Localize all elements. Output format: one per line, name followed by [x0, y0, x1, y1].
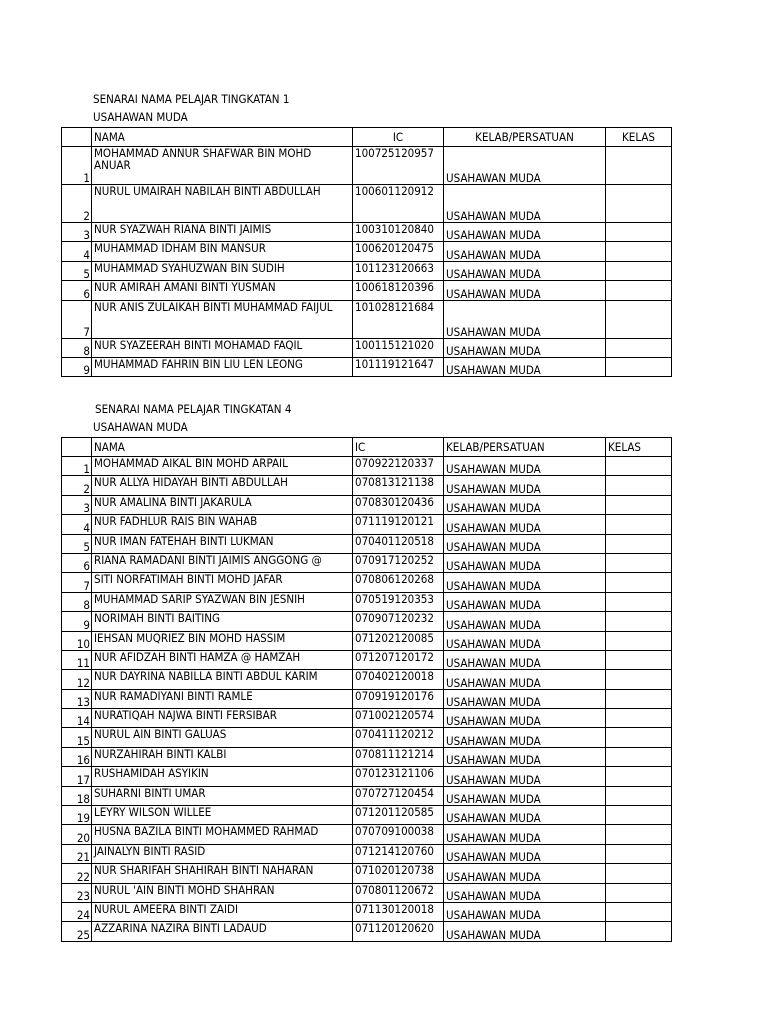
table-row [62, 573, 672, 592]
student-kelas [606, 709, 672, 728]
student-name: AZZARINA NAZIRA BINTI LADAUD [92, 922, 353, 941]
student-ic: 070727120454 [353, 786, 444, 805]
student-ic: 070907120232 [353, 612, 444, 631]
student-club: USAHAWAN MUDA [444, 631, 606, 650]
student-club: USAHAWAN MUDA [444, 747, 606, 766]
table-row [62, 357, 672, 376]
student-ic: 070917120252 [353, 553, 444, 572]
student-club: USAHAWAN MUDA [444, 650, 606, 669]
student-name: MUHAMMAD IDHAM BIN MANSUR [92, 242, 353, 261]
student-ic: 100725120957 [353, 147, 444, 185]
table-row [62, 728, 672, 747]
student-ic: 100601120912 [353, 185, 444, 223]
student-ic: 070411120212 [353, 728, 444, 747]
student-club: USAHAWAN MUDA [444, 709, 606, 728]
student-name: SITI NORFATIMAH BINTI MOHD JAFAR [92, 573, 353, 592]
student-kelas [606, 242, 672, 261]
form4-subtitle: USAHAWAN MUDA [93, 420, 188, 434]
table-row [62, 338, 672, 357]
student-name: NUR ALLYA HIDAYAH BINTI ABDULLAH [92, 476, 353, 495]
row-number: 18 [62, 786, 92, 805]
student-name: HUSNA BAZILA BINTI MOHAMMED RAHMAD [92, 825, 353, 844]
header-no [62, 128, 92, 147]
table-row [62, 844, 672, 863]
student-kelas [606, 844, 672, 863]
student-ic: 071002120574 [353, 709, 444, 728]
form4-title: SENARAI NAMA PELAJAR TINGKATAN 4 [95, 402, 292, 416]
row-number: 17 [62, 767, 92, 786]
student-ic: 071130120018 [353, 902, 444, 921]
row-number: 6 [62, 281, 92, 300]
table-row [62, 147, 672, 185]
student-name: NUR SHARIFAH SHAHIRAH BINTI NAHARAN [92, 864, 353, 883]
header-kelas: KELAS [606, 128, 672, 147]
table-row [62, 806, 672, 825]
row-number: 6 [62, 553, 92, 572]
student-club: USAHAWAN MUDA [444, 786, 606, 805]
student-club: USAHAWAN MUDA [444, 457, 606, 476]
form1-subtitle: USAHAWAN MUDA [93, 110, 188, 124]
student-kelas [606, 883, 672, 902]
student-name: MOHAMMAD AIKAL BIN MOHD ARPAIL [92, 457, 353, 476]
table-row [62, 709, 672, 728]
student-club: USAHAWAN MUDA [444, 612, 606, 631]
student-ic: 100620120475 [353, 242, 444, 261]
student-kelas [606, 476, 672, 495]
table-row [62, 261, 672, 280]
table-row [62, 902, 672, 921]
student-ic: 071120120620 [353, 922, 444, 941]
row-number: 1 [62, 457, 92, 476]
table-row [62, 553, 672, 572]
student-name: NUR AFIDZAH BINTI HAMZA @ HAMZAH [92, 650, 353, 669]
header-no [62, 438, 92, 457]
student-kelas [606, 281, 672, 300]
student-name: RIANA RAMADANI BINTI JAIMIS ANGGONG @ [92, 553, 353, 572]
student-kelas [606, 728, 672, 747]
student-kelas [606, 864, 672, 883]
student-ic: 071020120738 [353, 864, 444, 883]
student-club: USAHAWAN MUDA [444, 338, 606, 357]
student-club: USAHAWAN MUDA [444, 864, 606, 883]
student-club: USAHAWAN MUDA [444, 261, 606, 280]
student-name: IEHSAN MUQRIEZ BIN MOHD HASSIM [92, 631, 353, 650]
student-name: MOHAMMAD ANNUR SHAFWAR BIN MOHD ANUAR [92, 147, 353, 185]
row-number: 20 [62, 825, 92, 844]
student-name: NURZAHIRAH BINTI KALBI [92, 747, 353, 766]
student-ic: 070519120353 [353, 592, 444, 611]
header-nama: NAMA [92, 128, 353, 147]
row-number: 11 [62, 650, 92, 669]
row-number: 3 [62, 223, 92, 242]
table-row [62, 786, 672, 805]
student-club: USAHAWAN MUDA [444, 902, 606, 921]
student-kelas [606, 650, 672, 669]
table-row [62, 242, 672, 261]
student-name: NUR SYAZWAH RIANA BINTI JAIMIS [92, 223, 353, 242]
row-number: 16 [62, 747, 92, 766]
student-kelas [606, 185, 672, 223]
row-number: 3 [62, 495, 92, 514]
row-number: 9 [62, 357, 92, 376]
row-number: 23 [62, 883, 92, 902]
student-ic: 101123120663 [353, 261, 444, 280]
form1-title: SENARAI NAMA PELAJAR TINGKATAN 1 [93, 92, 290, 106]
table-row [62, 631, 672, 650]
header-ic: IC [353, 438, 444, 457]
student-name: NUR ANIS ZULAIKAH BINTI MUHAMMAD FAIJUL [92, 300, 353, 338]
row-number: 25 [62, 922, 92, 941]
student-ic: 070813121138 [353, 476, 444, 495]
student-club: USAHAWAN MUDA [444, 806, 606, 825]
student-kelas [606, 515, 672, 534]
student-club: USAHAWAN MUDA [444, 534, 606, 553]
row-number: 21 [62, 844, 92, 863]
row-number: 5 [62, 261, 92, 280]
student-ic: 070402120018 [353, 670, 444, 689]
table-row [62, 864, 672, 883]
row-number: 15 [62, 728, 92, 747]
student-name: RUSHAMIDAH ASYIKIN [92, 767, 353, 786]
student-kelas [606, 495, 672, 514]
student-kelas [606, 534, 672, 553]
student-club: USAHAWAN MUDA [444, 825, 606, 844]
row-number: 2 [62, 476, 92, 495]
student-club: USAHAWAN MUDA [444, 300, 606, 338]
student-club: USAHAWAN MUDA [444, 728, 606, 747]
student-ic: 070123121106 [353, 767, 444, 786]
student-kelas [606, 612, 672, 631]
student-kelas [606, 357, 672, 376]
student-ic: 101028121684 [353, 300, 444, 338]
student-club: USAHAWAN MUDA [444, 242, 606, 261]
student-name: NURUL 'AIN BINTI MOHD SHAHRAN [92, 883, 353, 902]
table-row [62, 767, 672, 786]
student-name: NUR DAYRINA NABILLA BINTI ABDUL KARIM [92, 670, 353, 689]
student-ic: 070811121214 [353, 747, 444, 766]
row-number: 22 [62, 864, 92, 883]
student-club: USAHAWAN MUDA [444, 281, 606, 300]
row-number: 12 [62, 670, 92, 689]
student-ic: 070801120672 [353, 883, 444, 902]
table-row [62, 650, 672, 669]
student-club: USAHAWAN MUDA [444, 223, 606, 242]
student-name: NUR FADHLUR RAIS BIN WAHAB [92, 515, 353, 534]
student-name: NURUL UMAIRAH NABILAH BINTI ABDULLAH [92, 185, 353, 223]
student-kelas [606, 631, 672, 650]
header-kelas: KELAS [606, 438, 672, 457]
form1-student-table [61, 127, 672, 377]
table-row [62, 592, 672, 611]
table-row [62, 612, 672, 631]
student-kelas [606, 689, 672, 708]
student-club: USAHAWAN MUDA [444, 357, 606, 376]
row-number: 13 [62, 689, 92, 708]
student-club: USAHAWAN MUDA [444, 553, 606, 572]
table-row [62, 515, 672, 534]
student-ic: 070830120436 [353, 495, 444, 514]
header-kelab: KELAB/PERSATUAN [444, 438, 606, 457]
student-club: USAHAWAN MUDA [444, 495, 606, 514]
row-number: 8 [62, 592, 92, 611]
header-kelab: KELAB/PERSATUAN [444, 128, 606, 147]
student-ic: 100310120840 [353, 223, 444, 242]
student-ic: 071214120760 [353, 844, 444, 863]
student-kelas [606, 147, 672, 185]
student-name: NURUL AMEERA BINTI ZAIDI [92, 902, 353, 921]
student-club: USAHAWAN MUDA [444, 592, 606, 611]
student-name: SUHARNI BINTI UMAR [92, 786, 353, 805]
student-club: USAHAWAN MUDA [444, 573, 606, 592]
row-number: 19 [62, 806, 92, 825]
student-name: NORIMAH BINTI BAITING [92, 612, 353, 631]
student-kelas [606, 767, 672, 786]
student-name: MUHAMMAD SYAHUZWAN BIN SUDIH [92, 261, 353, 280]
student-kelas [606, 261, 672, 280]
student-kelas [606, 825, 672, 844]
student-kelas [606, 922, 672, 941]
header-nama: NAMA [92, 438, 353, 457]
row-number: 1 [62, 147, 92, 185]
table-row [62, 185, 672, 223]
table-row [62, 747, 672, 766]
row-number: 10 [62, 631, 92, 650]
student-name: MUHAMMAD SARIP SYAZWAN BIN JESNIH [92, 592, 353, 611]
table-row [62, 670, 672, 689]
student-ic: 101119121647 [353, 357, 444, 376]
student-club: USAHAWAN MUDA [444, 185, 606, 223]
row-number: 7 [62, 300, 92, 338]
form4-student-table [61, 437, 672, 942]
student-kelas [606, 747, 672, 766]
student-name: JAINALYN BINTI RASID [92, 844, 353, 863]
student-club: USAHAWAN MUDA [444, 670, 606, 689]
table-row [62, 689, 672, 708]
table-row [62, 476, 672, 495]
student-ic: 070922120337 [353, 457, 444, 476]
student-name: NURATIQAH NAJWA BINTI FERSIBAR [92, 709, 353, 728]
student-ic: 071119120121 [353, 515, 444, 534]
student-name: NUR SYAZEERAH BINTI MOHAMAD FAQIL [92, 338, 353, 357]
student-ic: 100115121020 [353, 338, 444, 357]
student-club: USAHAWAN MUDA [444, 147, 606, 185]
student-ic: 071207120172 [353, 650, 444, 669]
student-kelas [606, 223, 672, 242]
table-row [62, 825, 672, 844]
table-row [62, 300, 672, 338]
student-club: USAHAWAN MUDA [444, 689, 606, 708]
student-ic: 071202120085 [353, 631, 444, 650]
row-number: 8 [62, 338, 92, 357]
student-ic: 070709100038 [353, 825, 444, 844]
student-club: USAHAWAN MUDA [444, 767, 606, 786]
row-number: 2 [62, 185, 92, 223]
student-name: NURUL AIN BINTI GALUAS [92, 728, 353, 747]
student-name: NUR AMIRAH AMANI BINTI YUSMAN [92, 281, 353, 300]
student-kelas [606, 592, 672, 611]
student-name: NUR IMAN FATEHAH BINTI LUKMAN [92, 534, 353, 553]
student-name: MUHAMMAD FAHRIN BIN LIU LEN LEONG [92, 357, 353, 376]
row-number: 4 [62, 515, 92, 534]
row-number: 5 [62, 534, 92, 553]
student-kelas [606, 300, 672, 338]
table-row [62, 281, 672, 300]
student-kelas [606, 786, 672, 805]
student-club: USAHAWAN MUDA [444, 476, 606, 495]
student-club: USAHAWAN MUDA [444, 515, 606, 534]
student-kelas [606, 806, 672, 825]
row-number: 14 [62, 709, 92, 728]
table-header-row [62, 128, 672, 147]
student-ic: 071201120585 [353, 806, 444, 825]
table-header-row [62, 438, 672, 457]
student-name: LEYRY WILSON WILLEE [92, 806, 353, 825]
table-row [62, 883, 672, 902]
student-ic: 070806120268 [353, 573, 444, 592]
student-kelas [606, 573, 672, 592]
table-row [62, 534, 672, 553]
table-row [62, 922, 672, 941]
table-row [62, 457, 672, 476]
student-name: NUR RAMADIYANI BINTI RAMLE [92, 689, 353, 708]
student-kelas [606, 338, 672, 357]
student-kelas [606, 902, 672, 921]
student-ic: 100618120396 [353, 281, 444, 300]
student-name: NUR AMALINA BINTI JAKARULA [92, 495, 353, 514]
student-kelas [606, 553, 672, 572]
student-club: USAHAWAN MUDA [444, 922, 606, 941]
student-club: USAHAWAN MUDA [444, 844, 606, 863]
student-kelas [606, 670, 672, 689]
table-row [62, 223, 672, 242]
row-number: 24 [62, 902, 92, 921]
row-number: 9 [62, 612, 92, 631]
student-ic: 070401120518 [353, 534, 444, 553]
row-number: 7 [62, 573, 92, 592]
student-club: USAHAWAN MUDA [444, 883, 606, 902]
table-row [62, 495, 672, 514]
student-ic: 070919120176 [353, 689, 444, 708]
student-kelas [606, 457, 672, 476]
header-ic: IC [353, 128, 444, 147]
row-number: 4 [62, 242, 92, 261]
